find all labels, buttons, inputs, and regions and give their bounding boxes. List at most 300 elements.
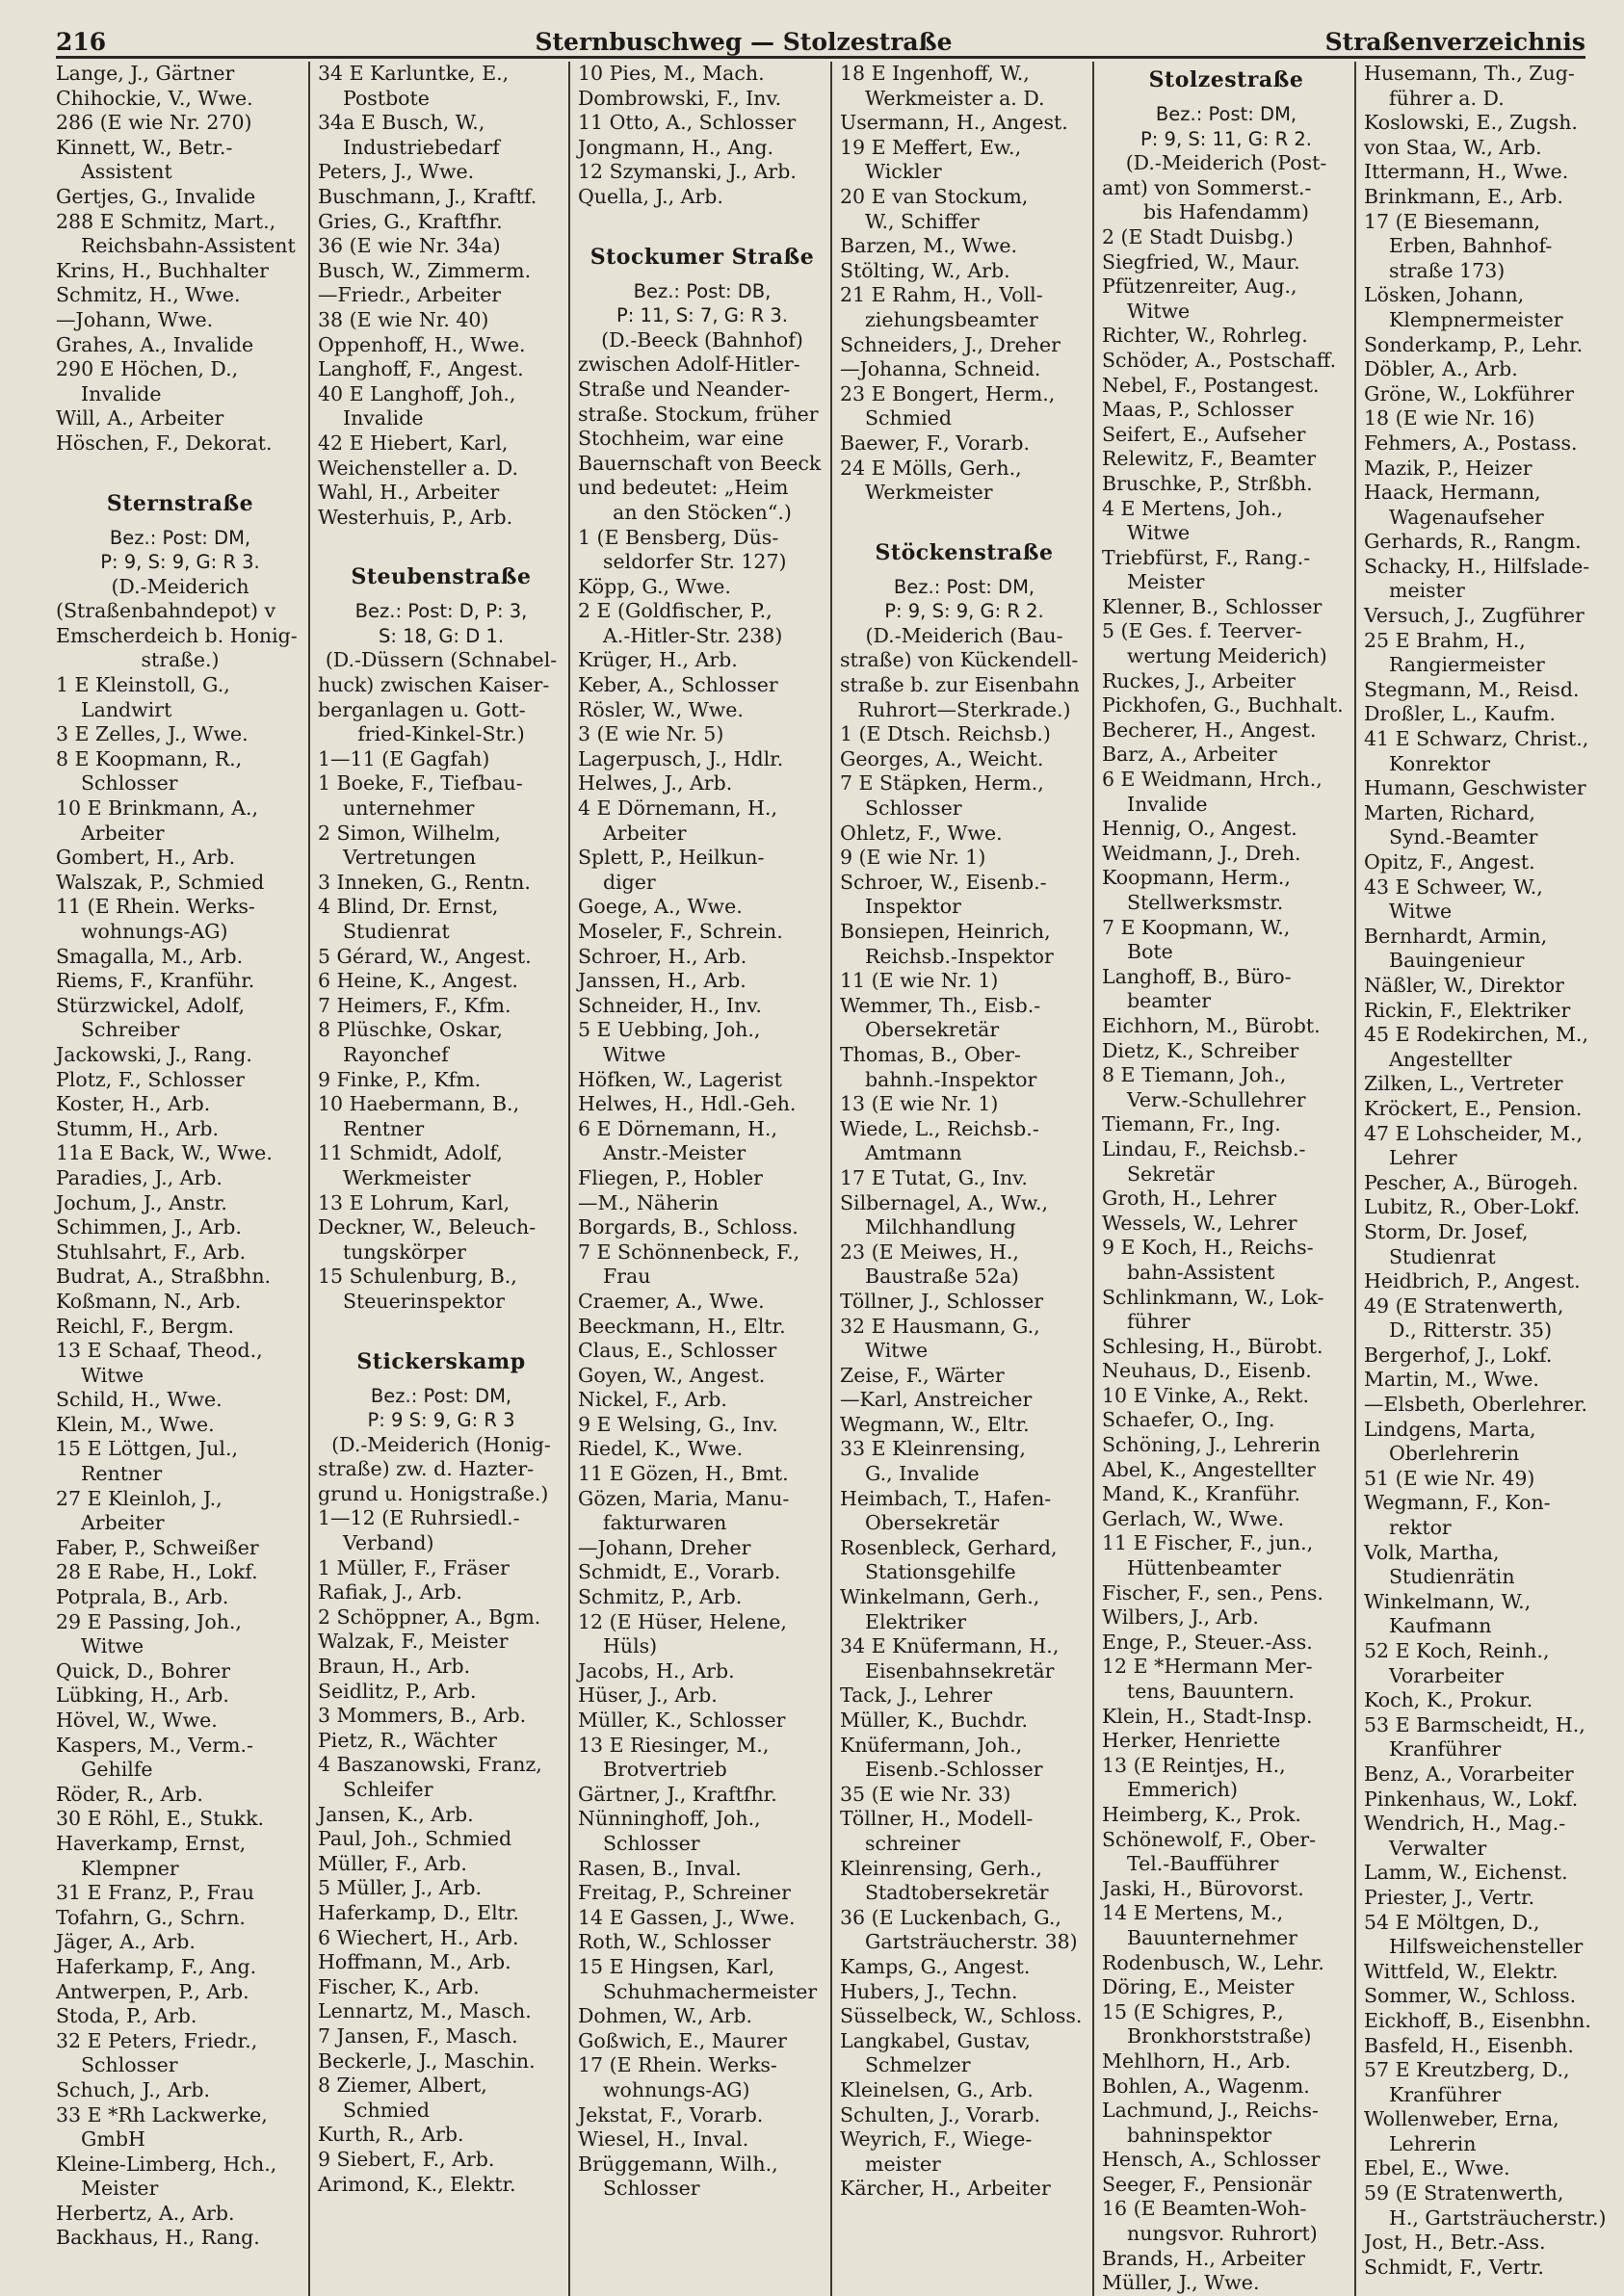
directory-entry: Schuch, J., Arb.	[56, 2077, 211, 2101]
directory-entry: Goßwich, E., Maurer	[578, 2028, 787, 2052]
directory-entry: 9 Finke, P., Kfm.	[318, 1067, 482, 1091]
directory-entry: Moseler, F., Schrein.	[578, 920, 783, 943]
directory-entry: Arbeiter	[81, 821, 165, 845]
directory-entry: Landwirt	[81, 697, 172, 721]
directory-entry: Barzen, M., Wwe.	[840, 234, 1018, 258]
directory-entry: Wickler	[865, 160, 942, 184]
directory-entry: Schlosser	[865, 796, 962, 821]
directory-entry: Stoda, P., Arb.	[56, 2004, 197, 2028]
directory-entry: Fehmers, A., Postass.	[1364, 430, 1578, 455]
directory-entry: Bruschke, P., Strßbh.	[1102, 471, 1313, 495]
directory-entry: Jacobs, H., Arb.	[578, 1658, 735, 1683]
directory-entry: berganlagen u. Gott-	[318, 697, 526, 721]
directory-entry: wohnungs-AG)	[81, 920, 228, 943]
directory-entry: Stölting, W., Arb.	[840, 258, 1010, 282]
directory-entry: Hensch, A., Schlosser	[1102, 2148, 1321, 2172]
directory-entry: Koßmann, N., Arb.	[56, 1289, 242, 1313]
directory-entry: Verw.-Schullehrer	[1127, 1087, 1306, 1111]
directory-entry: Erben, Bahnhof-	[1389, 234, 1553, 258]
directory-entry: 36 (E Luckenbach, G.,	[840, 1905, 1061, 1929]
directory-entry: 4 E Dörnemann, H.,	[578, 796, 777, 821]
street-heading: Steubenstraße	[351, 564, 532, 590]
directory-entry: Sommer, W., Schloss.	[1364, 1984, 1577, 2008]
directory-entry: Lubitz, R., Ober-Lokf.	[1364, 1195, 1581, 1219]
district-info: Bez.: Post: D, P: 3,	[354, 600, 528, 623]
directory-entry: 2 E (Goldfischer, P.,	[578, 599, 773, 623]
directory-entry: (D.-Düssern (Schnabel-	[325, 648, 558, 672]
directory-entry: Riedel, K., Wwe.	[578, 1437, 744, 1461]
directory-entry: 15 (E Schigres, P.,	[1102, 1999, 1284, 2023]
directory-entry: 34a E Busch, W.,	[318, 111, 485, 135]
directory-entry: 13 (E wie Nr. 1)	[840, 1092, 999, 1116]
directory-entry: meister	[865, 2152, 941, 2176]
directory-entry: Tack, J., Lehrer	[840, 1683, 993, 1708]
directory-entry: Ohletz, F., Wwe.	[840, 821, 1003, 845]
directory-entry: 25 E Brahm, H.,	[1364, 628, 1526, 652]
directory-entry: 11 E Gözen, H., Bmt.	[578, 1462, 789, 1486]
directory-entry: Konrektor	[1389, 751, 1491, 775]
directory-entry: Siegfried, W., Maur.	[1102, 249, 1300, 274]
directory-entry: Reichl, F., Bergm.	[56, 1314, 235, 1338]
directory-entry: Eisenbahnsekretär	[865, 1658, 1055, 1683]
directory-entry: 10 Haebermann, B.,	[318, 1092, 520, 1116]
directory-entry: tens, Bauuntern.	[1127, 1680, 1295, 1703]
directory-entry: Pinkenhaus, W., Lokf.	[1364, 1787, 1579, 1811]
directory-entry: Seeger, F., Pensionär	[1102, 2172, 1312, 2196]
directory-entry: 51 (E wie Nr. 49)	[1364, 1466, 1535, 1490]
directory-entry: Lange, J., Gärtner	[56, 62, 235, 85]
directory-entry: (D.-Meiderich (Post-	[1125, 151, 1327, 175]
directory-entry: Seidlitz, P., Arb.	[318, 1679, 477, 1703]
directory-entry: Meister	[81, 2177, 159, 2201]
directory-entry: Priester, J., Vertr.	[1364, 1885, 1535, 1909]
directory-entry: Eickhoff, B., Eisenbhn.	[1364, 2008, 1591, 2032]
directory-entry: Bauernschaft von Beeck	[578, 451, 822, 475]
directory-entry: Süsselbeck, W., Schloss.	[840, 2004, 1083, 2028]
directory-entry: 1 (E Dtsch. Reichsb.)	[840, 722, 1051, 746]
directory-entry: Grahes, A., Invalide	[56, 332, 254, 356]
directory-entry: Koslowski, E., Zugsh.	[1364, 111, 1578, 135]
directory-entry: Basfeld, H., Eisenbh.	[1364, 2033, 1574, 2057]
directory-entry: 7 E Koopmann, W.,	[1102, 915, 1291, 939]
directory-column	[318, 62, 570, 2296]
directory-entry: Deckner, W., Beleuch-	[318, 1215, 537, 1239]
page-number: 216	[56, 28, 107, 56]
directory-entry: Craemer, A., Wwe.	[578, 1289, 765, 1313]
directory-entry: Jäger, A., Arb.	[56, 1930, 196, 1954]
directory-entry: 2 Simon, Wilhelm,	[318, 821, 501, 845]
directory-entry: straße) von Kückendell-	[840, 648, 1079, 672]
directory-entry: H., Gartsträucherstr.)	[1389, 2205, 1607, 2230]
directory-entry: Witwe	[81, 1634, 144, 1658]
directory-entry: 10 E Vinke, A., Rekt.	[1102, 1383, 1309, 1407]
directory-entry: Wollenweber, Erna,	[1364, 2107, 1559, 2131]
directory-entry: Benz, A., Vorarbeiter	[1364, 1761, 1574, 1786]
directory-entry: W., Schiffer	[865, 209, 980, 233]
directory-entry: Lösken, Johann,	[1364, 283, 1525, 307]
directory-entry: 3 Inneken, G., Rentn.	[318, 870, 531, 894]
district-info: S: 18, G: D 1.	[378, 624, 505, 647]
directory-entry: Neuhaus, D., Eisenb.	[1102, 1359, 1312, 1383]
directory-entry: 47 E Lohscheider, M.,	[1364, 1121, 1583, 1145]
directory-entry: Winkelmann, Gerh.,	[840, 1585, 1040, 1609]
directory-entry: 29 E Passing, Joh.,	[56, 1609, 242, 1633]
directory-entry: Fliegen, P., Hobler	[578, 1165, 763, 1189]
directory-entry: 13 E Schaaf, Theod.,	[56, 1339, 263, 1363]
directory-entry: Synd.-Beamter	[1389, 825, 1538, 849]
directory-entry: Kurth, R., Arb.	[318, 2123, 464, 2147]
directory-entry: Heidbrich, P., Angest.	[1364, 1269, 1581, 1293]
directory-entry: Krins, H., Buchhalter	[56, 258, 269, 282]
directory-entry: 17 E Tutat, G., Inv.	[840, 1165, 1028, 1189]
directory-entry: Lennartz, M., Masch.	[318, 1999, 532, 2023]
directory-entry: 34 E Knüfermann, H.,	[840, 1634, 1060, 1658]
directory-entry: 17 (E Rhein. Werks-	[578, 2053, 777, 2077]
directory-entry: 41 E Schwarz, Christ.,	[1364, 727, 1589, 751]
directory-entry: Rentner	[81, 1462, 163, 1486]
directory-entry: Will, A., Arbeiter	[56, 406, 224, 430]
directory-entry: 43 E Schweer, W.,	[1364, 874, 1543, 899]
directory-entry: Brinkmann, E., Arb.	[1364, 184, 1563, 208]
directory-entry: Wessels, W., Lehrer	[1102, 1211, 1297, 1235]
directory-entry: 11 (E wie Nr. 1)	[840, 969, 999, 993]
directory-entry: 36 (E wie Nr. 34a)	[318, 234, 501, 258]
directory-entry: Postbote	[343, 86, 430, 110]
directory-entry: Kaspers, M., Verm.-	[56, 1733, 253, 1757]
directory-entry: Ittermann, H., Wwe.	[1364, 160, 1569, 184]
directory-entry: Becherer, H., Angest.	[1102, 718, 1317, 742]
directory-entry: 2 Schöppner, A., Bgm.	[318, 1605, 541, 1629]
directory-entry: 290 E Höchen, D.,	[56, 357, 239, 381]
directory-entry: Arbeiter	[603, 821, 687, 845]
directory-entry: Studienrat	[1389, 1244, 1496, 1268]
directory-entry: Klein, H., Stadt-Insp.	[1102, 1704, 1313, 1728]
directory-entry: Inspektor	[865, 895, 961, 919]
directory-entry: Stumm, H., Arb.	[56, 1116, 220, 1140]
directory-entry: Verwalter	[1389, 1836, 1487, 1860]
directory-entry: Heimbach, T., Hafen-	[840, 1486, 1052, 1510]
district-info: Bez.: Post: DM,	[109, 526, 251, 549]
street-heading: Sternstraße	[106, 490, 254, 516]
directory-entry: 19 E Meffert, Ew.,	[840, 135, 1022, 159]
directory-entry: 9 (E wie Nr. 1)	[840, 846, 986, 870]
directory-entry: Smagalla, M., Arb.	[56, 944, 244, 968]
directory-entry: Zeise, F., Wärter	[840, 1363, 1005, 1387]
directory-entry: Gözen, Maria, Manu-	[578, 1486, 790, 1510]
directory-entry: 27 E Kleinloh, J.,	[56, 1486, 223, 1510]
directory-entry: Baustraße 52a)	[865, 1265, 1019, 1289]
directory-entry: Meister	[1127, 570, 1205, 594]
directory-entry: Krüger, H., Arb.	[578, 648, 738, 672]
directory-entry: tungskörper	[343, 1239, 466, 1264]
directory-entry: Emscherdeich b. Honig-	[56, 623, 298, 647]
directory-entry: Beckerle, J., Maschin.	[318, 2048, 536, 2073]
directory-entry: Müller, J., Wwe.	[1102, 2271, 1260, 2295]
directory-entry: Studienrat	[343, 920, 450, 943]
directory-entry: Vertretungen	[343, 846, 477, 870]
directory-entry: Zilken, L., Vertreter	[1364, 1072, 1563, 1096]
directory-entry: Rickin, F., Elektriker	[1364, 998, 1571, 1022]
directory-entry: Usermann, H., Angest.	[840, 111, 1068, 135]
district-info: P: 9, S: 9, G: R 3.	[100, 551, 260, 574]
directory-entry: 59 (E Stratenwerth,	[1364, 2181, 1564, 2205]
directory-entry: Groth, H., Lehrer	[1102, 1187, 1277, 1211]
directory-entry: Schleifer	[343, 1778, 433, 1801]
directory-entry: Töllner, H., Modell-	[840, 1807, 1034, 1831]
street-heading: Stolzestraße	[1148, 67, 1304, 92]
directory-entry: Winkelmann, W.,	[1364, 1589, 1532, 1613]
directory-entry: 5 E Uebbing, Joh.,	[578, 1018, 761, 1042]
directory-entry: Schlosser	[603, 2177, 700, 2201]
directory-entry: Rangiermeister	[1389, 653, 1545, 677]
directory-entry: Eisenb.-Schlosser	[865, 1758, 1043, 1782]
directory-entry: führer a. D.	[1389, 86, 1505, 110]
directory-entry: Jongmann, H., Ang.	[578, 135, 774, 159]
directory-entry: 6 E Dörnemann, H.,	[578, 1116, 777, 1140]
directory-entry: Lamm, W., Eichenst.	[1364, 1861, 1568, 1885]
directory-entry: Maas, P., Schlosser	[1102, 398, 1294, 422]
directory-entry: 57 E Kreutzberg, D.,	[1364, 2058, 1570, 2082]
directory-entry: fried-Kinkel-Str.)	[357, 722, 525, 746]
directory-entry: Gombert, H., Arb.	[56, 846, 236, 870]
directory-entry: Schönewolf, F., Ober-	[1102, 1827, 1317, 1851]
directory-entry: Angestellter	[1389, 1047, 1512, 1071]
directory-entry: Kranführer	[1389, 2082, 1502, 2106]
directory-column	[56, 62, 310, 2296]
directory-entry: Koch, K., Prokur.	[1364, 1688, 1533, 1712]
directory-entry: Lagerpusch, J., Hdlr.	[578, 746, 784, 770]
directory-entry: 49 (E Stratenwerth,	[1364, 1293, 1564, 1318]
directory-entry: Milchhandlung	[865, 1215, 1016, 1239]
directory-column	[1102, 62, 1356, 2296]
directory-entry: Schroer, W., Eisenb.-	[840, 870, 1047, 894]
directory-entry: Bauingenieur	[1389, 949, 1525, 973]
directory-entry: Potprala, B., Arb.	[56, 1585, 229, 1609]
directory-entry: Koster, H., Arb.	[56, 1092, 211, 1116]
directory-entry: Röder, R., Arb.	[56, 1782, 203, 1806]
directory-entry: Pickhofen, G., Buchhalt.	[1102, 693, 1344, 718]
directory-entry: 6 Wiechert, H., Arb.	[318, 1925, 519, 1949]
street-heading: Stickerskamp	[356, 1348, 526, 1374]
directory-entry: 45 E Rodekirchen, M.,	[1364, 1023, 1588, 1047]
directory-entry: Schöder, A., Postschaff.	[1102, 348, 1337, 372]
directory-entry: Jackowski, J., Rang.	[56, 1042, 252, 1066]
directory-entry: Schulten, J., Vorarb.	[840, 2102, 1040, 2126]
directory-entry: Emmerich)	[1127, 1778, 1239, 1802]
directory-entry: Schreiber	[81, 1018, 180, 1042]
directory-entry: Jansen, K., Arb.	[318, 1802, 474, 1826]
directory-entry: Kinnett, W., Betr.-	[56, 135, 233, 159]
directory-entry: rektor	[1389, 1516, 1452, 1540]
directory-entry: Lindgens, Marta,	[1364, 1417, 1536, 1441]
directory-entry: Janssen, H., Arb.	[578, 969, 747, 993]
directory-entry: Haferkamp, F., Ang.	[56, 1954, 257, 1978]
district-info: Bez.: Post: DM,	[370, 1384, 512, 1407]
directory-columns	[56, 62, 1607, 2295]
directory-entry: —Elsbeth, Oberlehrer.	[1364, 1393, 1588, 1417]
street-heading: Stockumer Straße	[589, 244, 815, 270]
directory-entry: Wemmer, Th., Eisb.-	[840, 993, 1041, 1017]
directory-entry: 15 E Löttgen, Jul.,	[56, 1437, 239, 1461]
directory-entry: Reichsb.-Inspektor	[865, 944, 1054, 968]
directory-entry: (D.-Meiderich	[111, 574, 249, 598]
directory-entry: Walszak, P., Schmied	[56, 870, 265, 894]
directory-entry: Anstr.-Meister	[603, 1141, 747, 1165]
directory-entry: Stationsgehilfe	[865, 1560, 1016, 1584]
directory-entry: Seifert, E., Aufseher	[1102, 422, 1306, 446]
directory-entry: Reichsbahn-Assistent	[81, 234, 296, 258]
directory-entry: 5 (E Ges. f. Teerver-	[1102, 619, 1302, 643]
directory-entry: Gertjes, G., Invalide	[56, 184, 256, 208]
directory-entry: 4 Baszanowski, Franz,	[318, 1753, 542, 1777]
directory-entry: 3 Mommers, B., Arb.	[318, 1704, 527, 1728]
directory-entry: Lachmund, J., Reichs-	[1102, 2099, 1319, 2123]
directory-entry: 11 (E Rhein. Werks-	[56, 895, 255, 919]
directory-entry: Invalide	[343, 406, 424, 430]
directory-entry: 18 (E wie Nr. 16)	[1364, 406, 1535, 430]
directory-entry: Rösler, W., Wwe.	[578, 697, 744, 721]
directory-entry: Antwerpen, P., Arb.	[56, 1979, 249, 2003]
directory-entry: 6 E Weidmann, Hrch.,	[1102, 768, 1323, 792]
directory-entry: Dohmen, W., Arb.	[578, 2004, 753, 2028]
directory-entry: Klempner	[81, 1856, 179, 1880]
directory-entry: 35 (E wie Nr. 33)	[840, 1782, 1011, 1806]
directory-entry: Bernhardt, Armin,	[1364, 924, 1548, 948]
directory-entry: Hennig, O., Angest.	[1102, 817, 1297, 841]
directory-entry: Industriebedarf	[343, 135, 500, 159]
directory-entry: Langkabel, Gustav,	[840, 2028, 1031, 2052]
directory-entry: straße. Stockum, früher	[578, 402, 819, 426]
directory-entry: nungsvor. Ruhrort)	[1127, 2222, 1318, 2246]
directory-entry: Wegmann, F., Kon-	[1364, 1491, 1551, 1515]
directory-entry: Opitz, F., Angest.	[1364, 850, 1535, 874]
directory-entry: (D.-Meiderich (Honig-	[331, 1432, 551, 1456]
directory-entry: wertung Meiderich)	[1127, 644, 1327, 668]
directory-entry: Dombrowski, F., Inv.	[578, 86, 782, 110]
directory-entry: Wittfeld, W., Elektr.	[1364, 1959, 1559, 1983]
directory-entry: Stürzwickel, Adolf,	[56, 993, 246, 1017]
directory-entry: grund u. Honigstraße.)	[318, 1481, 549, 1505]
directory-entry: Lehrer	[1389, 1146, 1457, 1170]
directory-entry: Keber, A., Schlosser	[578, 673, 778, 697]
directory-entry: Hüls)	[603, 1634, 658, 1658]
directory-entry: bahn-Assistent	[1127, 1260, 1275, 1284]
directory-entry: Quick, D., Bohrer	[56, 1658, 231, 1683]
directory-entry: 53 E Barmscheidt, H.,	[1364, 1712, 1585, 1736]
directory-entry: Weichensteller a. D.	[318, 456, 519, 480]
directory-entry: Beeckmann, H., Eltr.	[578, 1314, 786, 1338]
directory-entry: an den Stöcken“.)	[613, 500, 792, 524]
directory-entry: 23 (E Meiwes, H.,	[840, 1239, 1019, 1264]
directory-entry: Fischer, F., sen., Pens.	[1102, 1580, 1323, 1605]
directory-entry: Kleinrensing, Gerh.,	[840, 1856, 1042, 1880]
directory-entry: Gehilfe	[81, 1758, 153, 1782]
directory-entry: Schneiders, J., Dreher	[840, 332, 1061, 356]
directory-entry: Tiemann, Fr., Ing.	[1102, 1112, 1281, 1136]
directory-entry: Brands, H., Arbeiter	[1102, 2246, 1305, 2270]
directory-entry: 5 Müller, J., Arb.	[318, 1876, 482, 1900]
directory-entry: Faber, P., Schweißer	[56, 1535, 259, 1559]
district-info: Bez.: Post: DB,	[633, 279, 772, 302]
directory-entry: Volk, Martha,	[1364, 1540, 1500, 1564]
directory-entry: Goege, A., Wwe.	[578, 895, 743, 919]
directory-entry: Schmitz, P., Arb.	[578, 1585, 743, 1609]
directory-entry: Dietz, K., Schreiber	[1102, 1038, 1299, 1062]
directory-entry: Mehlhorn, H., Arb.	[1102, 2048, 1292, 2073]
directory-entry: Quella, J., Arb.	[578, 184, 723, 208]
directory-entry: 5 Gérard, W., Angest.	[318, 944, 532, 968]
directory-entry: Lindau, F., Reichsb.-	[1102, 1136, 1306, 1161]
directory-entry: Langhoff, B., Büro-	[1102, 964, 1292, 988]
directory-entry: Wiede, L., Reichsb.-	[840, 1116, 1039, 1140]
directory-entry: Hüser, J., Arb.	[578, 1683, 718, 1708]
directory-entry: Kaufmann	[1389, 1614, 1492, 1638]
directory-entry: Amtmann	[865, 1141, 962, 1165]
directory-entry: Schlosser	[603, 1831, 700, 1855]
directory-entry: Weyrich, F., Wiege-	[840, 2127, 1033, 2152]
directory-entry: Haack, Hermann,	[1364, 481, 1541, 505]
directory-entry: Silbernagel, A., Ww.,	[840, 1190, 1049, 1214]
directory-entry: Riems, F., Kranführ.	[56, 969, 255, 993]
directory-entry: zwischen Adolf-Hitler-	[578, 352, 800, 377]
directory-entry: Schmitz, H., Wwe.	[56, 283, 241, 307]
directory-entry: Gerlach, W., Wwe.	[1102, 1506, 1285, 1530]
directory-entry: 4 Blind, Dr. Ernst,	[318, 895, 499, 919]
directory-entry: Vorarbeiter	[1389, 1663, 1505, 1687]
section-title: Straßenverzeichnis	[1324, 28, 1585, 56]
directory-entry: amt) von Sommerst.-	[1102, 175, 1312, 199]
directory-entry: Invalide	[81, 381, 162, 405]
directory-entry: Schacky, H., Hilfslade-	[1364, 554, 1590, 578]
directory-entry: Oppenhoff, H., Wwe.	[318, 332, 526, 356]
directory-entry: Nünninghoff, Joh.,	[578, 1807, 761, 1831]
directory-entry: Borgards, B., Schloss.	[578, 1215, 799, 1239]
directory-entry: Witwe	[1389, 900, 1453, 924]
directory-entry: Steuerinspektor	[343, 1289, 505, 1313]
page-header	[56, 17, 1585, 59]
directory-entry: 38 (E wie Nr. 40)	[318, 307, 489, 331]
directory-entry: 14 E Mertens, M.,	[1102, 1901, 1284, 1925]
directory-entry: Sekretär	[1127, 1161, 1215, 1186]
directory-entry: Obersekretär	[865, 1511, 1000, 1535]
directory-entry: 24 E Mölls, Gerh.,	[840, 456, 1022, 480]
directory-entry: 52 E Koch, Reinh.,	[1364, 1639, 1550, 1662]
directory-entry: Rafiak, J., Arb.	[318, 1580, 462, 1605]
directory-entry: Droßler, L., Kaufm.	[1364, 702, 1556, 726]
directory-entry: straße 173)	[1389, 258, 1506, 282]
directory-entry: 286 (E wie Nr. 270)	[56, 111, 252, 135]
district-info: P: 11, S: 7, G: R 3.	[616, 304, 788, 327]
directory-entry: Werkmeister a. D.	[865, 86, 1045, 110]
directory-entry: Assistent	[81, 160, 172, 184]
directory-entry: Hüttenbeamter	[1127, 1556, 1281, 1580]
directory-entry: G., Invalide	[865, 1462, 980, 1486]
directory-entry: 40 E Langhoff, Joh.,	[318, 381, 516, 405]
directory-entry: Gröne, W., Lokführer	[1364, 381, 1575, 405]
directory-entry: Budrat, A., Straßbhn.	[56, 1265, 272, 1289]
directory-entry: Storm, Dr. Josef,	[1364, 1219, 1529, 1243]
directory-entry: —Johanna, Schneid.	[840, 357, 1041, 381]
directory-entry: Klenner, B., Schlosser	[1102, 594, 1323, 618]
directory-entry: straße b. zur Eisenbahn	[840, 673, 1080, 697]
directory-entry: 11a E Back, W., Wwe.	[56, 1141, 273, 1165]
directory-entry: Gärtner, J., Kraftfhr.	[578, 1782, 777, 1806]
directory-entry: Helwes, J., Arb.	[578, 771, 733, 796]
directory-entry: Lübking, H., Arb.	[56, 1683, 229, 1708]
directory-entry: 31 E Franz, P., Frau	[56, 1881, 255, 1905]
directory-entry: 15 Schulenburg, B.,	[318, 1265, 517, 1289]
directory-entry: Brüggemann, Wilh.,	[578, 2152, 778, 2176]
